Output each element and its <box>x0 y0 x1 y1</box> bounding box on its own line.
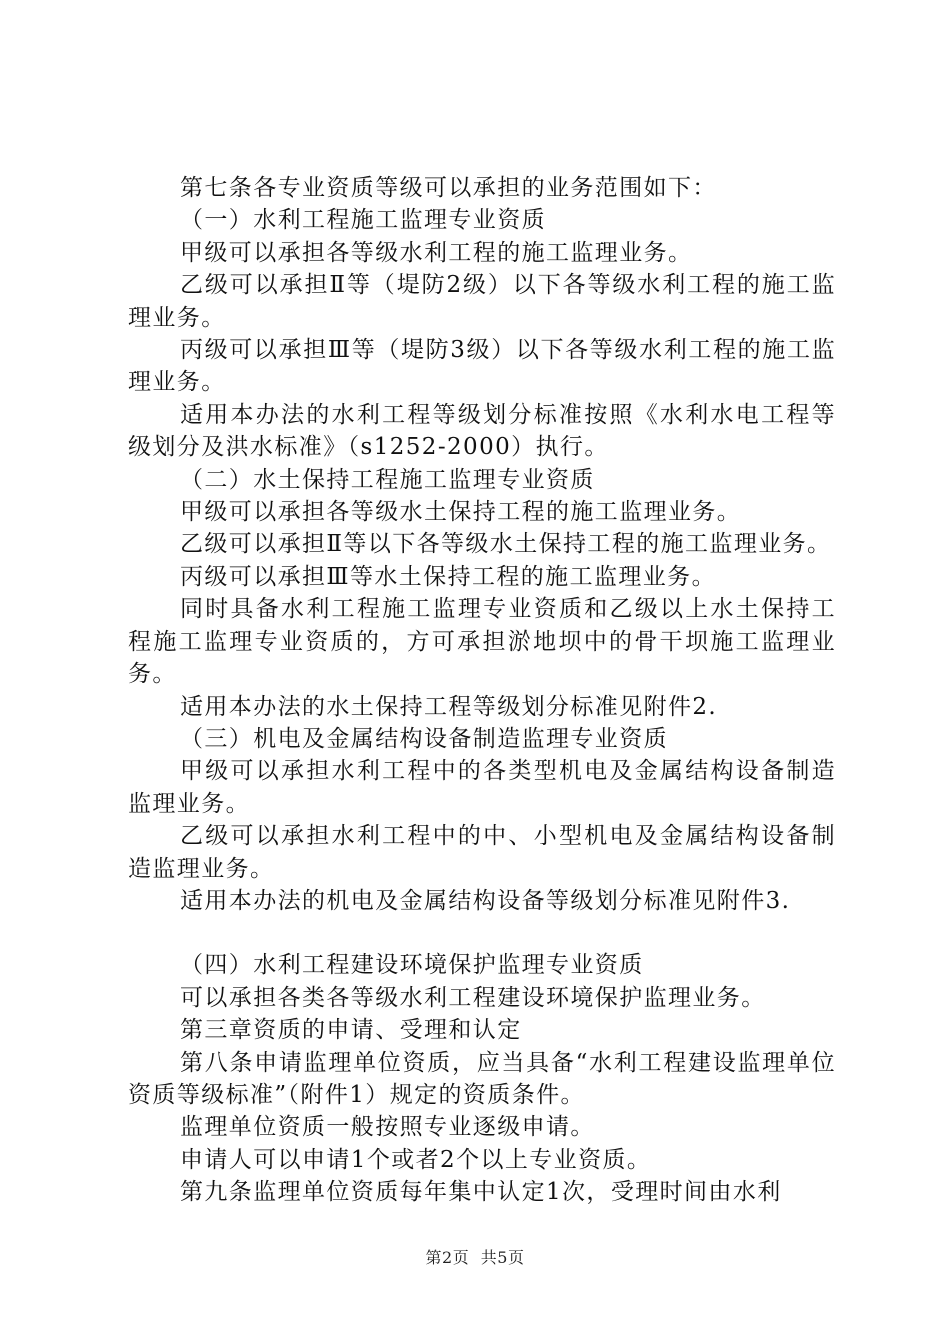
paragraph: （二）水土保持工程施工监理专业资质 <box>180 466 595 493</box>
paragraph: 乙级可以承担水利工程中的中、小型机电及金属结构设备制造监理业务。 <box>128 823 836 882</box>
page-footer <box>0 1245 950 1268</box>
paragraph: 适用本办法的机电及金属结构设备等级划分标准见附件3. <box>180 887 791 914</box>
paragraph: 丙级可以承担Ⅲ等水土保持工程的施工监理业务。 <box>180 563 716 590</box>
paragraph: 乙级可以承担Ⅱ等以下各等级水土保持工程的施工监理业务。 <box>180 531 832 558</box>
paragraph: （四）水利工程建设环境保护监理专业资质 <box>180 952 644 979</box>
document-body <box>128 172 836 1209</box>
paragraph: 适用本办法的水利工程等级划分标准按照《水利水电工程等级划分及洪水标准》（s1252-2000）执行。 <box>128 401 836 461</box>
page-number: 第2页 <box>425 1248 470 1267</box>
paragraph: 甲级可以承担各等级水土保持工程的施工监理业务。 <box>180 499 742 526</box>
paragraph: 甲级可以承担各等级水利工程的施工监理业务。 <box>180 239 693 266</box>
paragraph: 适用本办法的水土保持工程等级划分标准见附件2. <box>180 693 718 720</box>
paragraph: 丙级可以承担Ⅲ等（堤防3级）以下各等级水利工程的施工监理业务。 <box>128 337 836 396</box>
paragraph: 同时具备水利工程施工监理专业资质和乙级以上水土保持工程施工监理专业资质的，方可承担淤地坝中的骨干坝施工监理业务。 <box>128 596 836 688</box>
paragraph: 甲级可以承担水利工程中的各类型机电及金属结构设备制造监理业务。 <box>128 758 836 817</box>
paragraph: （一）水利工程施工监理专业资质 <box>180 207 546 234</box>
paragraph: 乙级可以承担Ⅱ等（堤防2级）以下各等级水利工程的施工监理业务。 <box>128 272 836 331</box>
paragraph: 第九条监理单位资质每年集中认定1次，受理时间由水利 <box>180 1179 782 1206</box>
paragraph: 第八条申请监理单位资质，应当具备“水利工程建设监理单位资质等级标准”（附件1）规定的资质条件。 <box>128 1049 836 1108</box>
paragraph: 第七条各专业资质等级可以承担的业务范围如下： <box>180 175 717 201</box>
page-total: 共5页 <box>480 1248 525 1267</box>
paragraph: 申请人可以申请1个或者2个以上专业资质。 <box>180 1146 652 1173</box>
paragraph: 第三章资质的申请、受理和认定 <box>180 1017 522 1044</box>
paragraph: 监理单位资质一般按照专业逐级申请。 <box>180 1114 595 1141</box>
paragraph: 可以承担各类各等级水利工程建设环境保护监理业务。 <box>180 984 766 1011</box>
paragraph: （三）机电及金属结构设备制造监理专业资质 <box>180 725 668 752</box>
